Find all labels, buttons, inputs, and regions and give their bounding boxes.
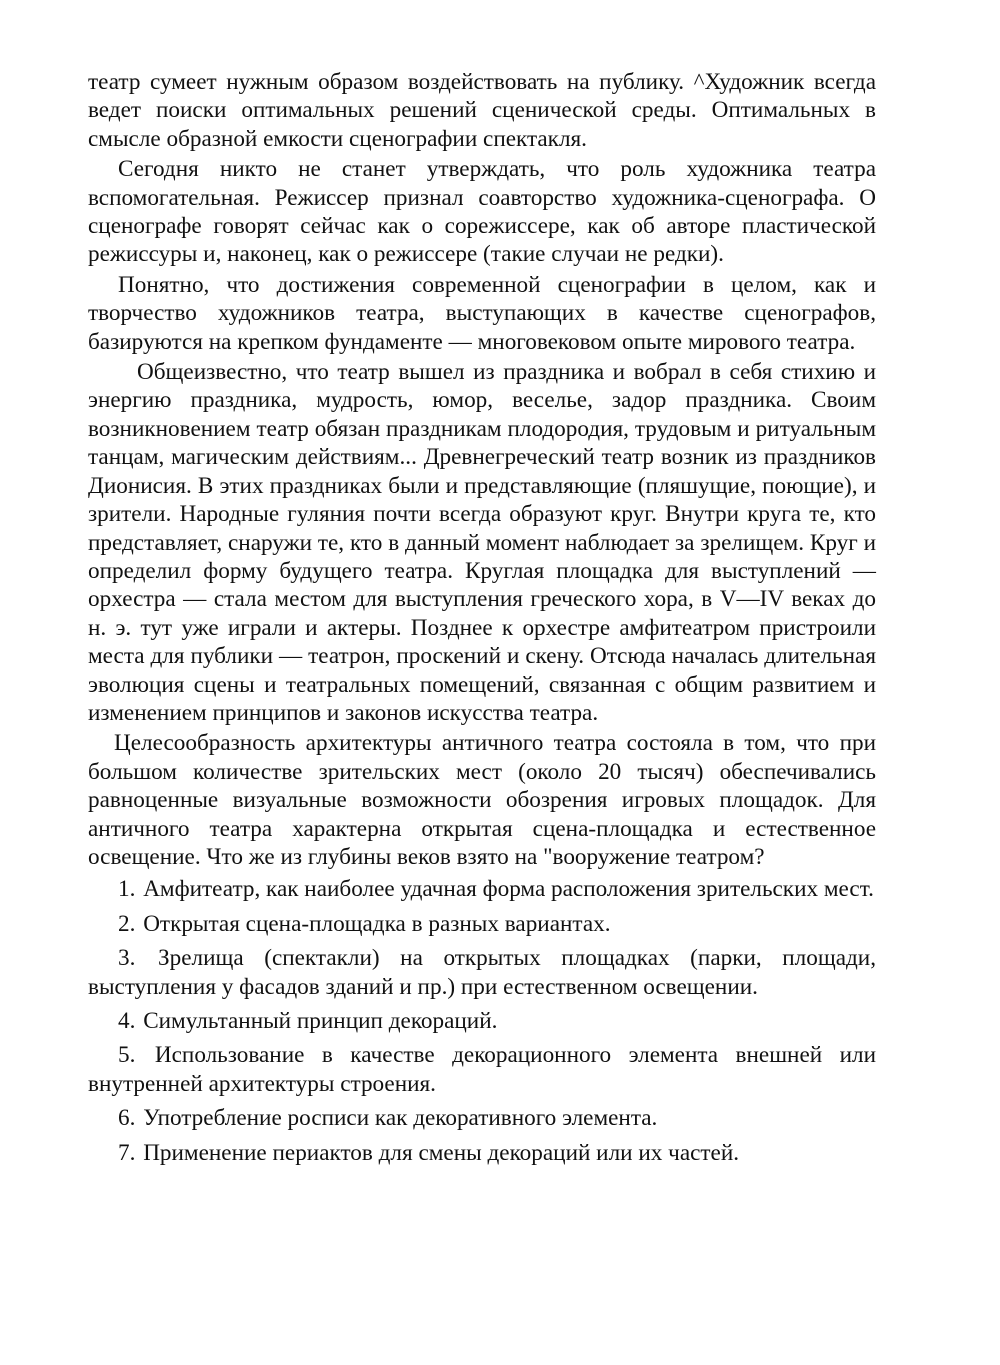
list-item-number: 2. bbox=[118, 910, 136, 937]
list-item-number: 7. bbox=[118, 1139, 136, 1166]
list-item bbox=[88, 1139, 876, 1167]
paragraph-4: Общеизвестно, что театр вышел из праздника и вобрал в себя стихию и энергию праздника, мудрость, юмор, веселье, задор праздника. Своим возникновением театр обязан праздникам плодородия, трудовым и ритуальным танцам, магическим действиям... Древнегреческий театр возник из праздников Дионисия. В этих праздниках были и представляющие (пляшущие, поющие), и зрители. Народные гуляния почти всегда образуют круг. Внутри круга те, кто представляет, снаружи те, кто в данный момент наблюдает за зрелищем. Круг и определил форму будущего театра. Круглая площадка для выступлений — орхестра — стала местом для выступления греческого хора, в V—IV веках до н. э. тут уже играли и актеры. Позднее к орхестре амфитеатром пристроили места для публики — театрон, проскений и скену. Отсюда началась длительная эволюция сцены и театральных помещений, связанная с общим развитием и изменением принципов и законов искусства театра. bbox=[88, 359, 876, 726]
numbered-list bbox=[88, 875, 876, 1167]
list-item-text: Употребление росписи как декоративного элемента. bbox=[143, 1105, 658, 1132]
list-item-number: 5. bbox=[118, 1042, 136, 1069]
paragraph-5: Целесообразность архитектуры античного театра состояла в том, что при большом количестве зрительских мест (около 20 тысяч) обеспечивались равноценные визуальные возможности обозрения игровых площадок. Для античного театра характерна открытая сцена-площадка и естественное освещение. Что же из глубины веков взято на "вооружение театром? bbox=[88, 730, 876, 870]
list-item-number: 6. bbox=[118, 1105, 136, 1132]
list-item bbox=[88, 910, 876, 938]
list-item bbox=[88, 1104, 876, 1132]
paragraph-1: театр сумеет нужным образом воздействовать на публику. ^Художник всегда ведет поиски оптимальных решений сценической среды. Оптимальных в смысле образной емкости сценографии спектакля. bbox=[88, 69, 876, 152]
list-item bbox=[88, 1007, 876, 1035]
list-item-text: Открытая сцена-площадка в разных вариантах. bbox=[143, 910, 611, 937]
list-item-number: 3. bbox=[118, 945, 136, 972]
list-item-number: 4. bbox=[118, 1008, 136, 1034]
list-item-text: Симультанный принцип декораций. bbox=[143, 1008, 498, 1034]
list-item-text: Использование в качестве декорационного элемента внешней или внутренней архитектуры строения. bbox=[88, 1042, 877, 1097]
list-item bbox=[88, 944, 876, 1001]
paragraph-3: Понятно, что достижения современной сценографии в целом, как и творчество художников театра, выступающих в качестве сценографов, базируются на крепком фундаменте — многовековом опыте мирового театра. bbox=[88, 271, 876, 355]
document-page bbox=[88, 68, 876, 1173]
paragraph-2: Сегодня никто не станет утверждать, что роль художника театра вспомогательная. Режиссер признал соавторство художника-сценографа. О сценографе говорят сейчас как о сорежиссере, как об авторе пластической режиссуры и, наконец, как о режиссере (такие случаи не редки). bbox=[88, 156, 876, 268]
list-item-text: Амфитеатр, как наиболее удачная форма расположения зрительских мест. bbox=[143, 876, 874, 903]
list-item-number: 1. bbox=[118, 876, 136, 903]
list-item-text: Применение периактов для смены декораций или их частей. bbox=[143, 1139, 740, 1166]
list-item bbox=[88, 1041, 876, 1098]
list-item-text: Зрелища (спектакли) на открытых площадках (парки, площади, выступления у фасадов зданий и пр.) при естественном освещении. bbox=[88, 945, 877, 1000]
list-item bbox=[88, 875, 876, 903]
